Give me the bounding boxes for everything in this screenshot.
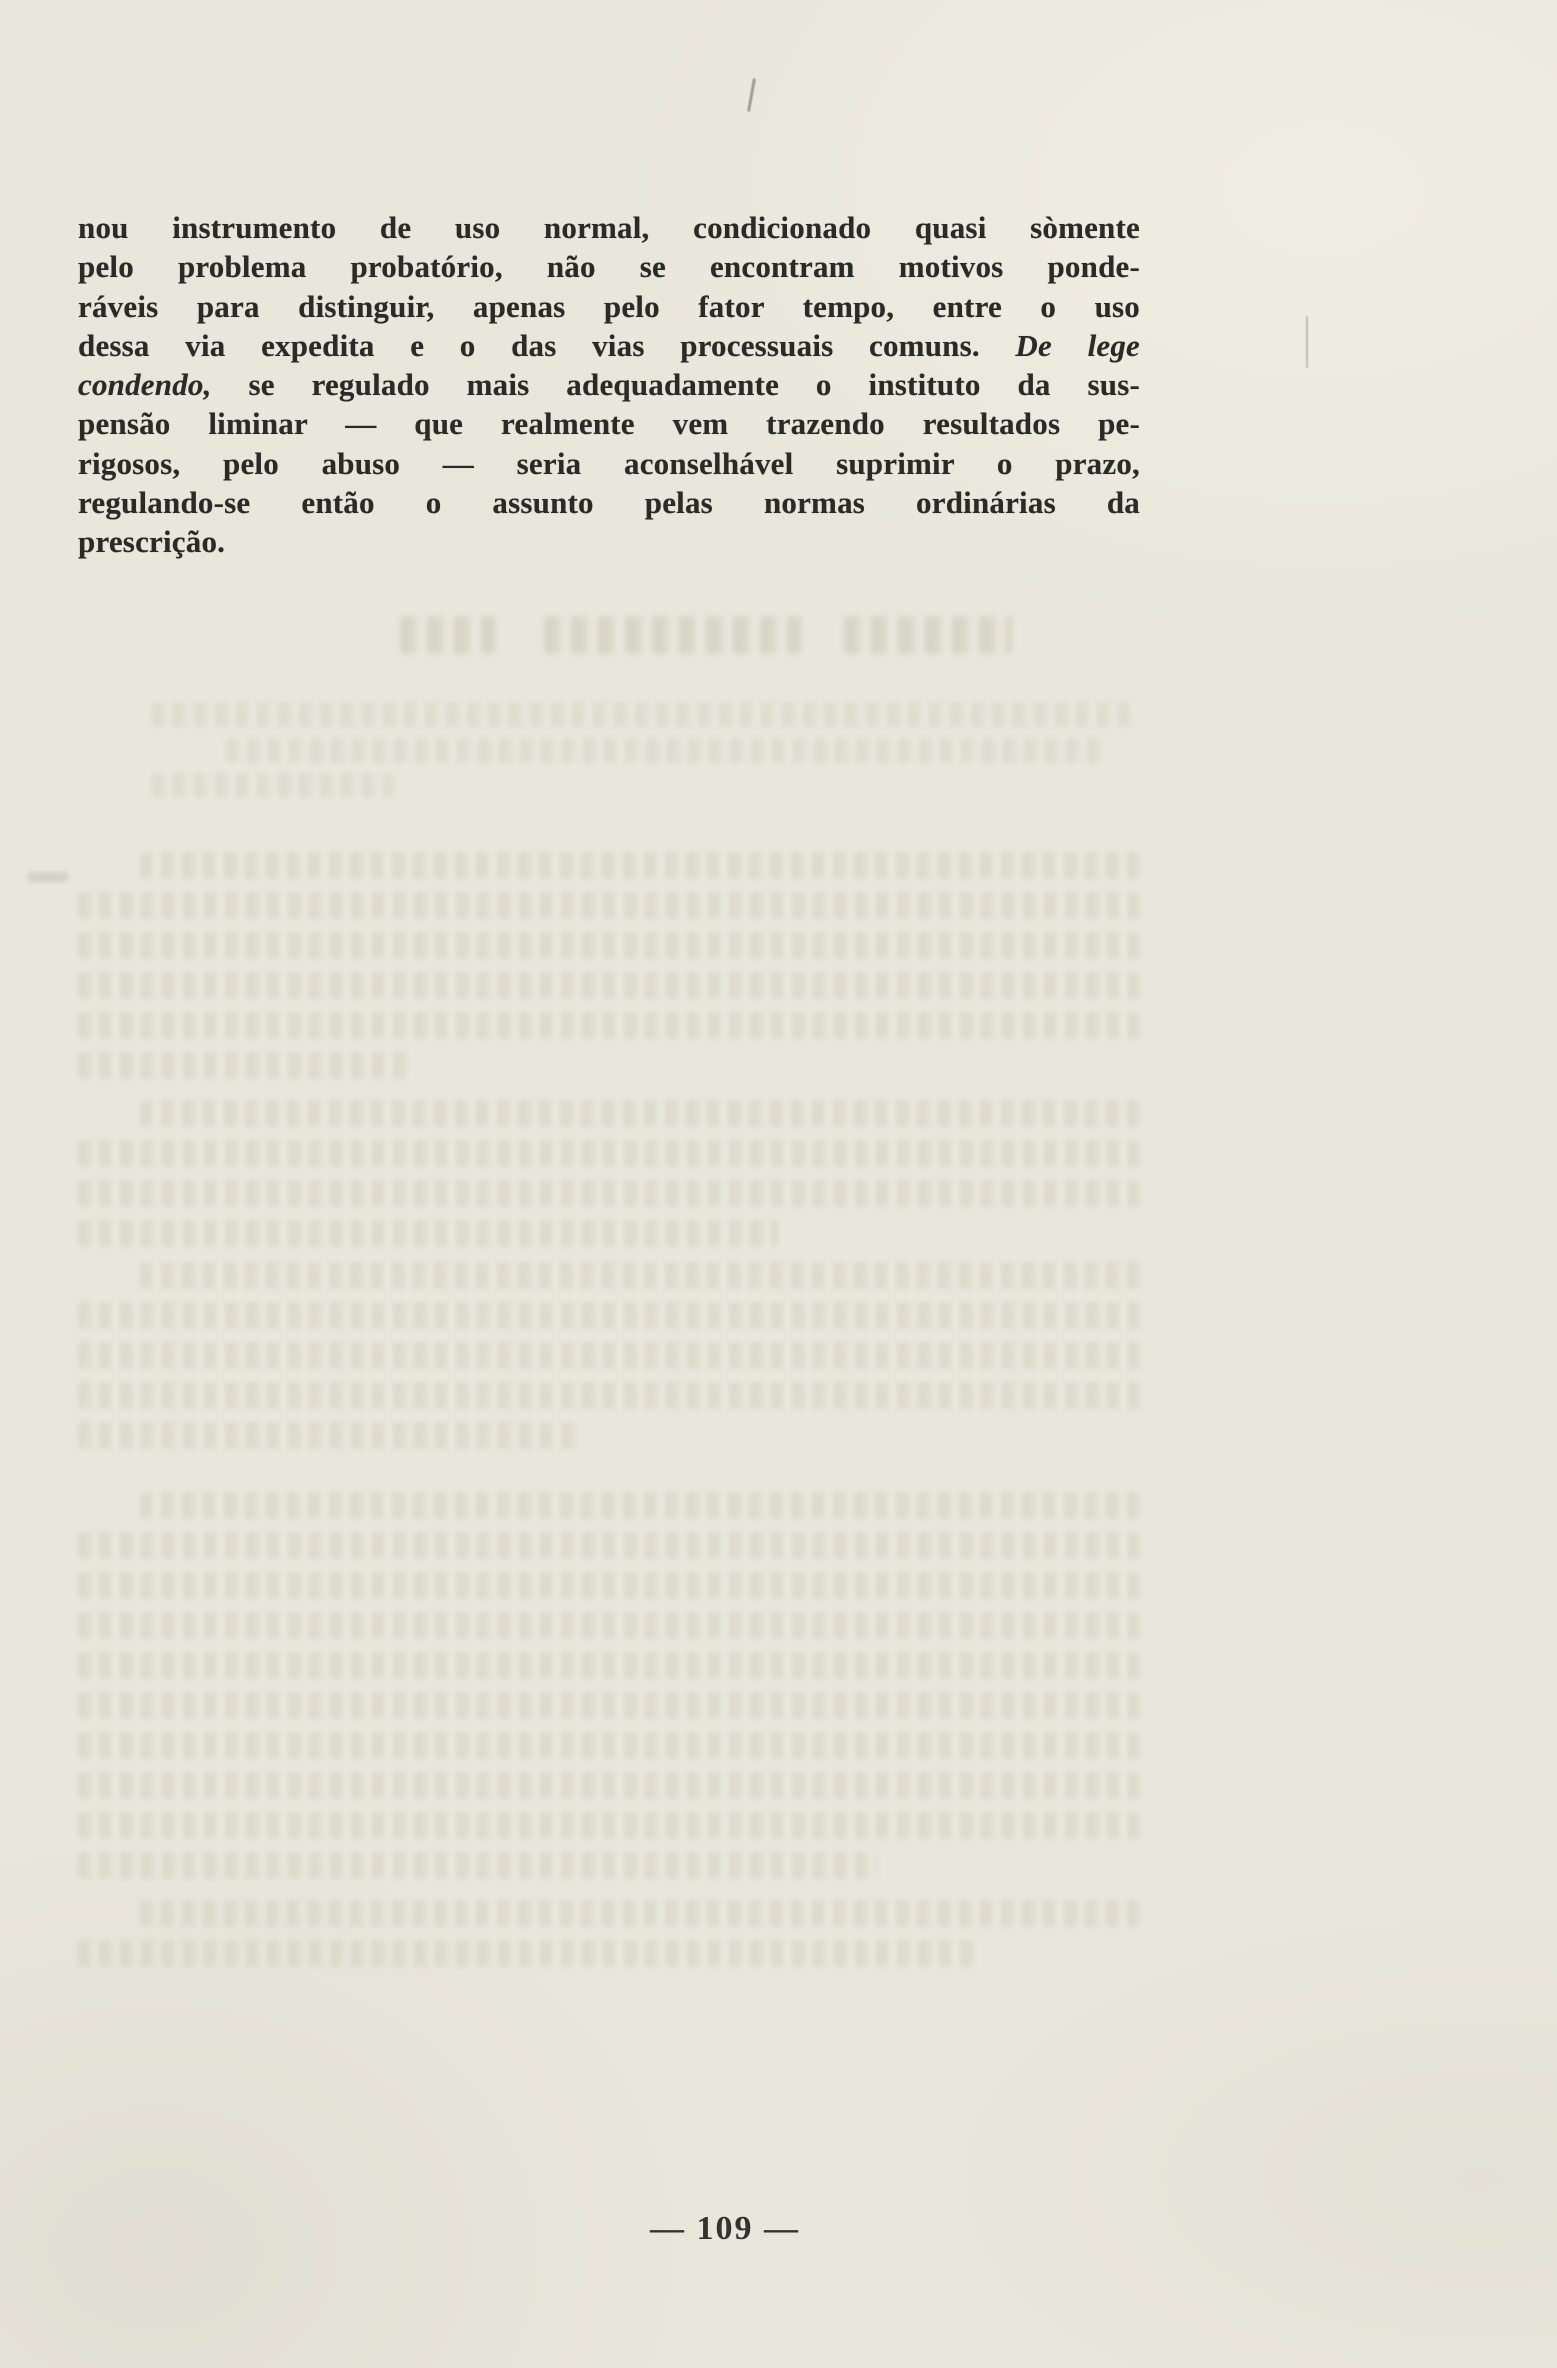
ghost-text-line xyxy=(78,1382,1140,1409)
ghost-text-line xyxy=(152,702,1130,727)
italic-text-segment: condendo, xyxy=(78,367,212,403)
ghost-text-line xyxy=(78,1180,1140,1207)
ghost-text-line xyxy=(78,1302,1140,1329)
ghost-text-line xyxy=(78,1052,408,1079)
paragraph-line xyxy=(78,365,1140,404)
ghost-text-line xyxy=(78,1692,1140,1719)
ghost-text-line xyxy=(78,892,1140,919)
ghost-text-line xyxy=(140,1900,1140,1927)
text-segment: regulando-se então o assunto pelas normas ordinárias da xyxy=(78,485,1140,521)
paragraph-line xyxy=(78,208,1140,247)
ghost-text-line xyxy=(226,738,1104,763)
ghost-text-line xyxy=(78,1772,1140,1799)
page-number: — 109 — xyxy=(650,2210,800,2247)
ghost-text-line xyxy=(78,1140,1140,1167)
paragraph-line xyxy=(78,326,1140,365)
ink-tick-artifact xyxy=(747,78,756,112)
text-segment: prescrição. xyxy=(78,524,226,560)
ghost-text-line xyxy=(140,1262,1140,1289)
ghost-text-line xyxy=(140,852,1140,879)
ghost-text-line xyxy=(78,1940,978,1967)
ghost-text-line xyxy=(78,1572,1140,1599)
ghost-text-line xyxy=(152,773,394,798)
ghost-text-line xyxy=(140,1492,1140,1519)
main-paragraph xyxy=(78,208,1140,562)
ghost-text-line xyxy=(544,616,802,654)
ghost-text-line xyxy=(400,616,496,654)
text-segment: ráveis para distinguir, apenas pelo fator tempo, entre o uso xyxy=(78,288,1140,324)
ghost-text-line xyxy=(78,1612,1140,1639)
paragraph-line xyxy=(78,287,1140,326)
ghost-text-line xyxy=(78,1342,1140,1369)
paragraph-line xyxy=(78,444,1140,483)
text-segment: rigosos, pelo abuso — seria aconselhável suprimir o prazo, xyxy=(78,445,1140,481)
ghost-text-line xyxy=(78,932,1140,959)
margin-smudge-artifact xyxy=(28,872,68,882)
paragraph-line xyxy=(78,483,1140,522)
text-segment: pelo problema probatório, não se encontram motivos ponde- xyxy=(78,249,1140,285)
ghost-text-line xyxy=(78,972,1140,999)
paragraph-line xyxy=(78,522,1140,561)
ghost-text-line xyxy=(78,1220,778,1247)
paragraph-line xyxy=(78,404,1140,443)
ghost-text-line xyxy=(78,1812,1140,1839)
ghost-text-line xyxy=(78,1532,1140,1559)
text-segment: dessa via expedita e o das vias processuais comuns. xyxy=(78,327,1016,363)
ghost-text-line xyxy=(140,1100,1140,1127)
pencil-mark-artifact xyxy=(1306,316,1308,368)
italic-text-segment: De lege xyxy=(1015,327,1140,363)
ghost-text-line xyxy=(78,1852,878,1879)
text-segment: pensão liminar — que realmente vem trazendo resultados pe- xyxy=(78,406,1140,442)
text-segment: se regulado mais adequadamente o instituto da sus- xyxy=(211,367,1140,403)
paragraph-line xyxy=(78,247,1140,286)
text-segment: nou instrumento de uso normal, condicionado quasi sòmente xyxy=(78,210,1140,245)
ghost-text-line xyxy=(844,616,1012,654)
ghost-text-line xyxy=(78,1012,1140,1039)
ghost-text-line xyxy=(78,1732,1140,1759)
ghost-text-line xyxy=(78,1652,1140,1679)
ghost-text-line xyxy=(78,1422,578,1449)
